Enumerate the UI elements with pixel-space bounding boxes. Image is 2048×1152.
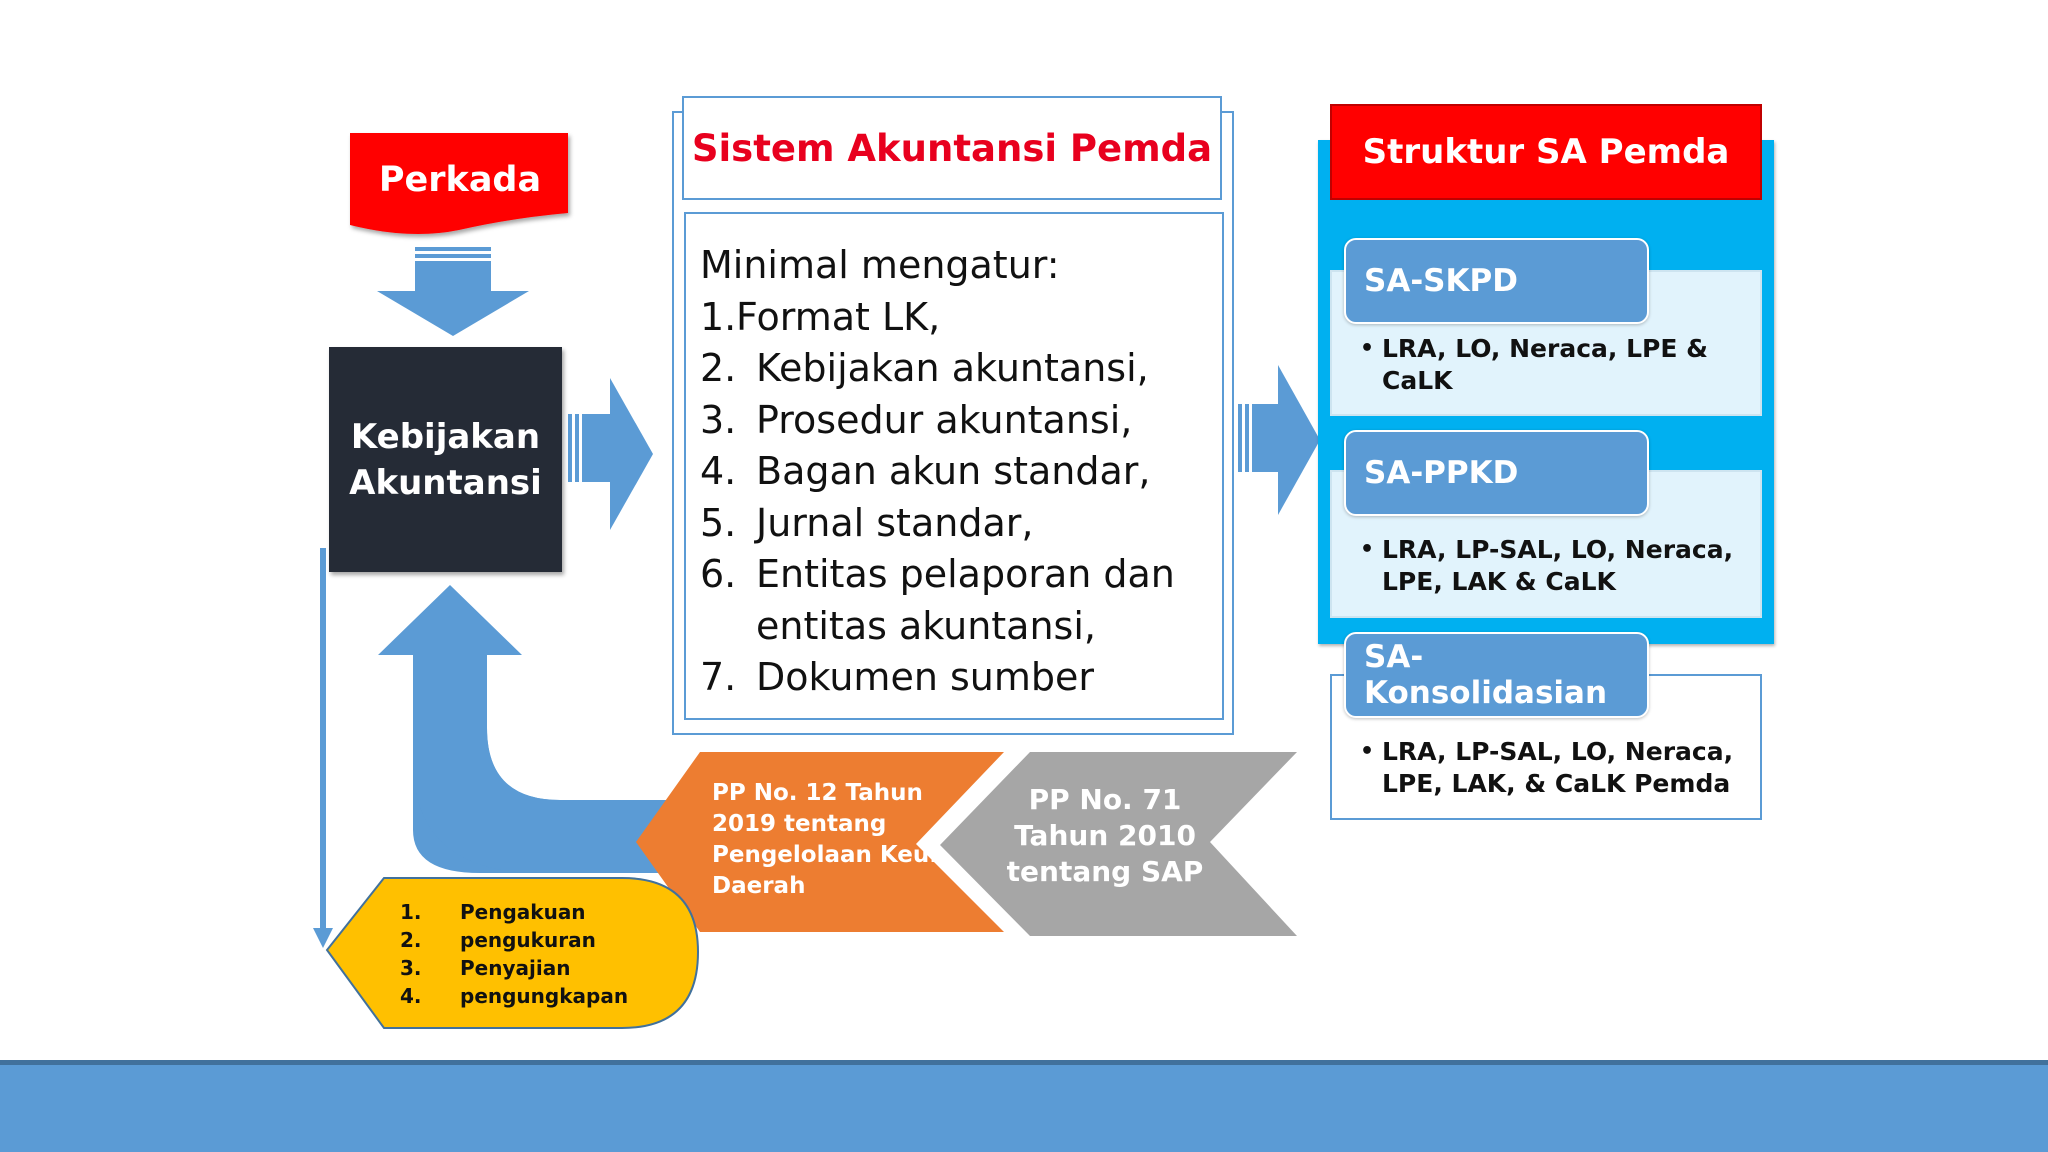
struktur-title: Struktur SA Pemda: [1330, 104, 1762, 200]
list-item: entitas akuntansi,: [756, 603, 1096, 648]
bullet-icon: •: [1360, 537, 1375, 562]
sa-ppkd-tab: SA-PPKD: [1344, 430, 1649, 516]
pp12-text: PP No. 12 Tahun 2019 tentang Pengelolaan Keu. Daerah: [712, 780, 939, 899]
bullet-icon: •: [1360, 739, 1375, 764]
list-item: 4. pengungkapan: [400, 984, 629, 1008]
list-item: 1. Format LK,: [700, 294, 941, 339]
footer-bar: [0, 1060, 2048, 1152]
sistem-intro: Minimal mengatur:: [700, 243, 1060, 287]
sa-ppkd-bullet: • LRA, LP-SAL, LO, Neraca, LPE, LAK & CaLK: [1360, 535, 1734, 596]
pp71-text: PP No. 71 Tahun 2010 tentang SAP: [1006, 783, 1204, 888]
sistem-body: [684, 212, 1224, 720]
kebijakan-line2: Akuntansi: [349, 462, 542, 503]
list-item: 2. pengukuran: [400, 928, 596, 952]
list-item: 5. Jurnal standar,: [700, 500, 1034, 545]
kebijakan-line1: Kebijakan: [350, 416, 541, 457]
sistem-title: Sistem Akuntansi Pemda: [682, 96, 1222, 200]
list-item: 7. Dokumen sumber: [700, 655, 1095, 699]
right-arrow-to-sistem: [568, 378, 653, 530]
thin-down-arrow: [313, 548, 333, 948]
right-arrow-to-struktur: [1238, 365, 1320, 515]
kebijakan-akuntansi-box: [329, 347, 562, 572]
list-item: 4. Bagan akun standar,: [700, 449, 1151, 493]
list-item: 1. Pengakuan: [400, 900, 586, 924]
down-arrow: [377, 247, 529, 336]
list-item: 3. Penyajian: [400, 956, 571, 980]
sa-konsolidasian-tab: SA-Konsolidasian: [1344, 632, 1649, 718]
sa-skpd-tab: SA-SKPD: [1344, 238, 1649, 324]
sa-konsolidasian-bullet: • LRA, LP-SAL, LO, Neraca, LPE, LAK, & CaLK Pemda: [1360, 737, 1734, 798]
list-item: 6. Entitas pelaporan dan: [700, 552, 1175, 596]
list-item: 2. Kebijakan akuntansi,: [700, 346, 1149, 390]
bullet-icon: •: [1360, 336, 1375, 361]
sa-skpd-bullet: • LRA, LO, Neraca, LPE & CaLK: [1360, 334, 1708, 395]
perkada-label: Perkada: [378, 160, 542, 200]
aspek-list: [400, 898, 660, 1010]
list-item: 3. Prosedur akuntansi,: [700, 397, 1133, 442]
